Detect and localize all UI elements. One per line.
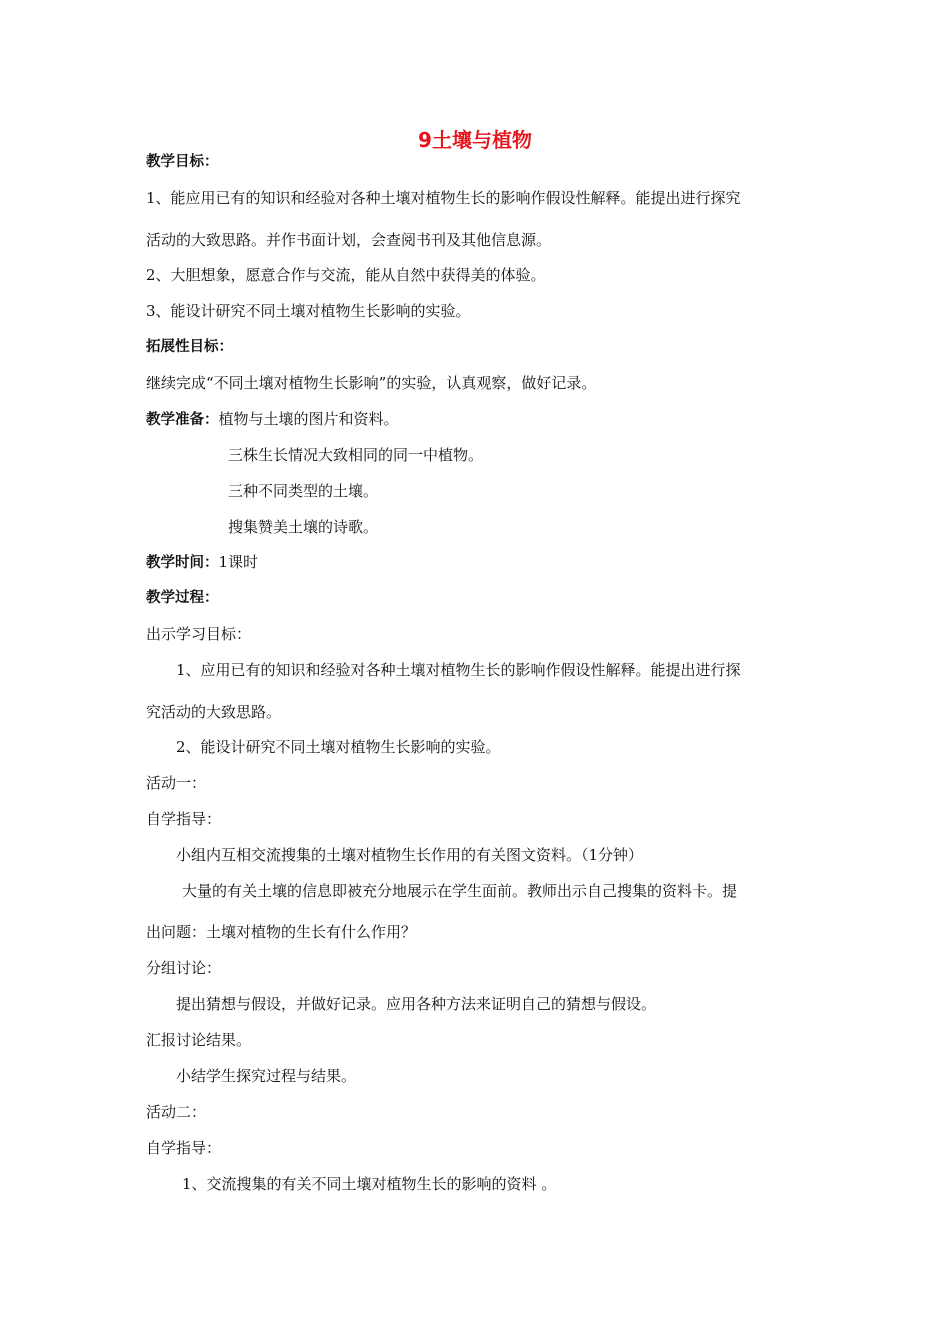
- time-row: [146, 552, 826, 573]
- self-study-2-heading: 自学指导：: [146, 1139, 222, 1157]
- goal-1-line-1: 1、应用已有的知识和经验对各种土壤对植物生长的影响作假设性解释。能提出进行探: [176, 661, 741, 679]
- summary-text: 小结学生探究过程与结果。: [176, 1067, 357, 1085]
- process-heading: 教学过程：: [146, 590, 219, 606]
- preparation-item: 三种不同类型的土壤。: [228, 482, 379, 500]
- extended-text: 继续完成“不同土壤对植物生长影响”的实验，认真观察，做好记录。: [146, 374, 597, 392]
- objective-3: 3、能设计研究不同土壤对植物生长影响的实验。: [146, 302, 471, 320]
- activity-1-exchange: 小组内互相交流搜集的土壤对植物生长作用的有关图文资料。（1分钟）: [176, 846, 644, 864]
- extended-heading: 拓展性目标：: [146, 339, 233, 355]
- page-title: 9土壤与植物: [418, 128, 532, 152]
- objective-2: 2、大胆想象，愿意合作与交流，能从自然中获得美的体验。: [146, 266, 546, 284]
- show-goals: 出示学习目标：: [146, 625, 252, 643]
- self-study-1-heading: 自学指导：: [146, 810, 222, 828]
- activity-2-heading: 活动二：: [146, 1103, 207, 1121]
- objective-1-line-1: 1、能应用已有的知识和经验对各种土壤对植物生长的影响作假设性解释。能提出进行探究: [146, 189, 741, 207]
- time-value: 1课时: [218, 553, 259, 571]
- preparation-row: [146, 409, 826, 430]
- activity-1-info-line-2: 出问题：土壤对植物的生长有什么作用？: [146, 923, 417, 941]
- activity-1-heading: 活动一：: [146, 774, 207, 792]
- guess-text: 提出猜想与假设，并做好记录。应用各种方法来证明自己的猜想与假设。: [176, 995, 657, 1013]
- activity-1-info-line-1: 大量的有关土壤的信息即被充分地展示在学生面前。教师出示自己搜集的资料卡。提: [182, 882, 738, 900]
- preparation-item: 植物与土壤的图片和资料。: [218, 410, 399, 428]
- preparation-item: 三株生长情况大致相同的同一中植物。: [228, 446, 484, 464]
- goal-2: 2、能设计研究不同土壤对植物生长影响的实验。: [176, 738, 501, 756]
- objective-1-line-2: 活动的大致思路。并作书面计划，会查阅书刊及其他信息源。: [146, 231, 552, 249]
- activity-2-item-1: 1、交流搜集的有关不同土壤对植物生长的影响的资料 。: [182, 1175, 557, 1193]
- goal-1-line-2: 究活动的大致思路。: [146, 703, 282, 721]
- preparation-item: 搜集赞美土壤的诗歌。: [228, 518, 379, 536]
- time-heading: 教学时间：: [146, 555, 219, 571]
- objectives-heading: 教学目标：: [146, 154, 219, 170]
- preparation-heading: 教学准备：: [146, 412, 219, 428]
- group-discuss-heading: 分组讨论：: [146, 959, 222, 977]
- report-text: 汇报讨论结果。: [146, 1031, 252, 1049]
